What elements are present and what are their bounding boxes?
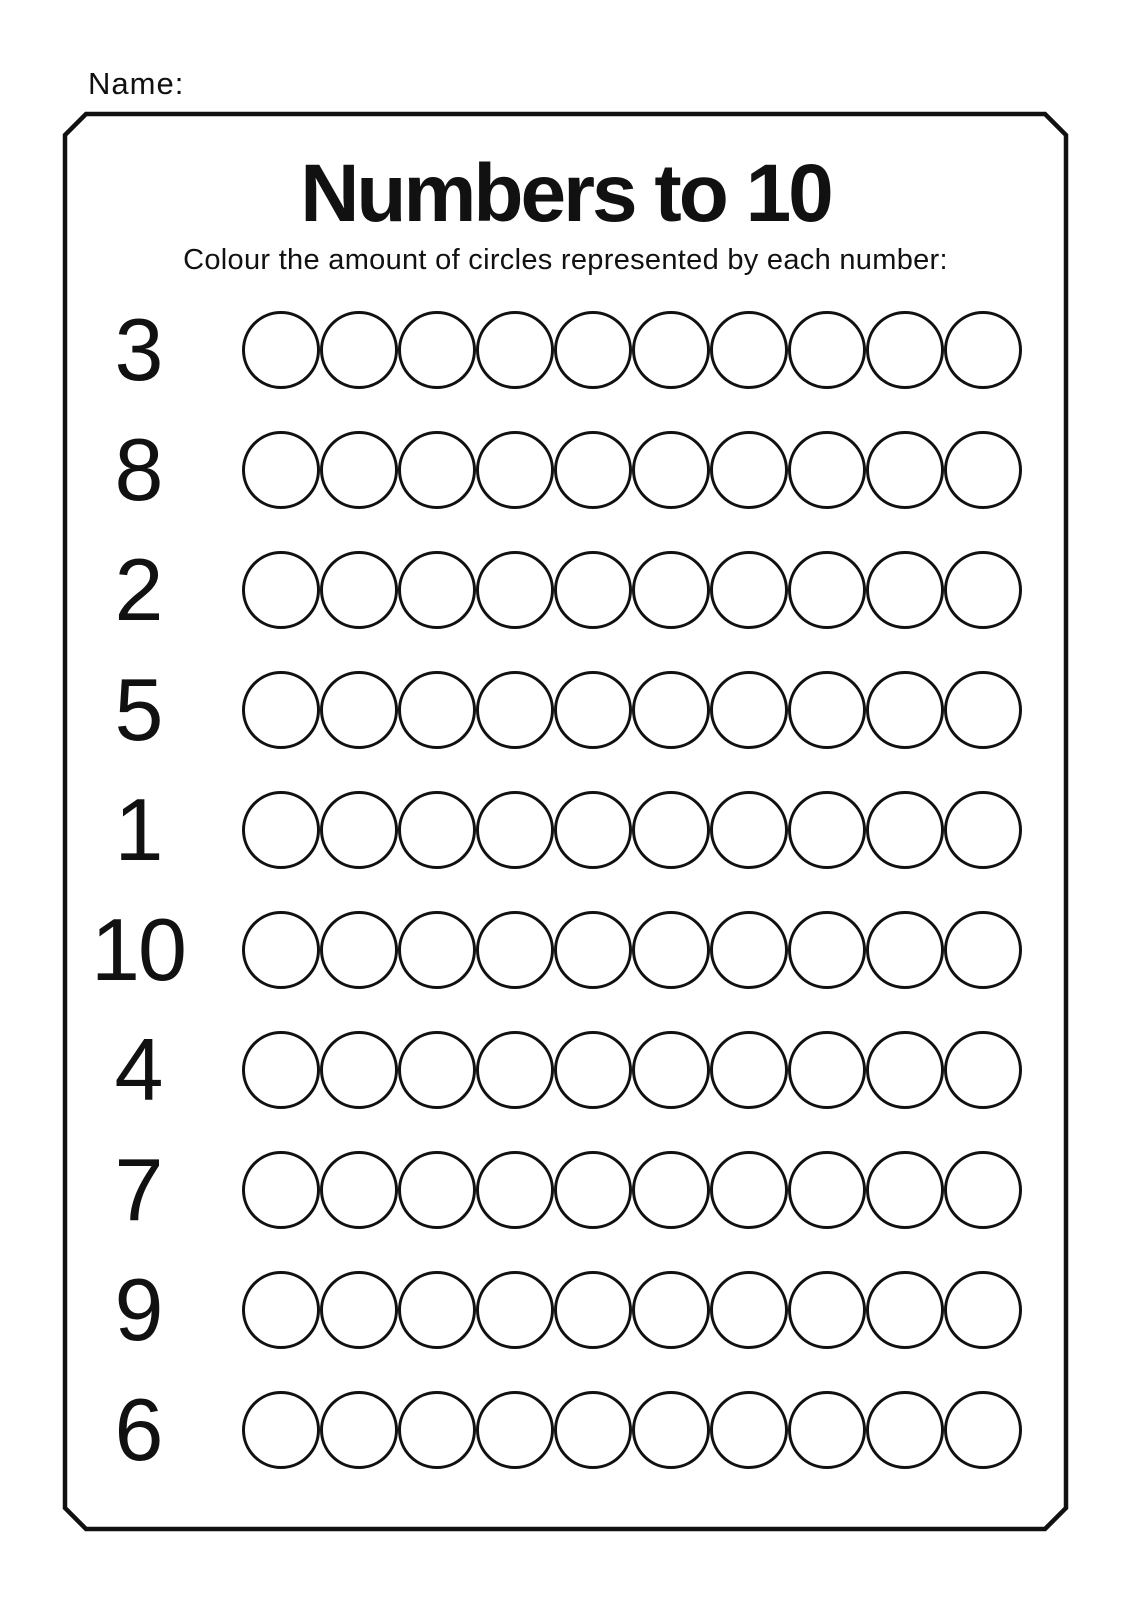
circles-row — [242, 551, 1022, 629]
colorable-circle[interactable] — [788, 551, 866, 629]
number-row — [62, 650, 1069, 770]
row-number: 10 — [91, 900, 185, 999]
colorable-circle[interactable] — [788, 1271, 866, 1349]
colorable-circle[interactable] — [476, 791, 554, 869]
colorable-circle[interactable] — [866, 911, 944, 989]
colorable-circle[interactable] — [554, 1151, 632, 1229]
colorable-circle[interactable] — [320, 551, 398, 629]
colorable-circle[interactable] — [398, 311, 476, 389]
colorable-circle[interactable] — [944, 671, 1022, 749]
colorable-circle[interactable] — [866, 671, 944, 749]
colorable-circle[interactable] — [944, 791, 1022, 869]
colorable-circle[interactable] — [398, 1031, 476, 1109]
number-row — [62, 530, 1069, 650]
number-row — [62, 1370, 1069, 1490]
colorable-circle[interactable] — [554, 911, 632, 989]
circles-row — [242, 1151, 1022, 1229]
instruction-text: Colour the amount of circles represented by each number: — [183, 244, 948, 276]
colorable-circle[interactable] — [398, 551, 476, 629]
colorable-circle[interactable] — [632, 671, 710, 749]
colorable-circle[interactable] — [320, 1271, 398, 1349]
rows-container — [62, 290, 1069, 1490]
worksheet-panel — [62, 111, 1069, 1532]
colorable-circle[interactable] — [788, 1151, 866, 1229]
colorable-circle[interactable] — [320, 431, 398, 509]
number-row — [62, 1250, 1069, 1370]
row-number: 1 — [114, 780, 162, 879]
colorable-circle[interactable] — [632, 551, 710, 629]
colorable-circle[interactable] — [944, 1271, 1022, 1349]
number-row — [62, 410, 1069, 530]
circles-row — [242, 1391, 1022, 1469]
colorable-circle[interactable] — [710, 551, 788, 629]
colorable-circle[interactable] — [866, 431, 944, 509]
colorable-circle[interactable] — [788, 671, 866, 749]
colorable-circle[interactable] — [944, 311, 1022, 389]
colorable-circle[interactable] — [554, 551, 632, 629]
colorable-circle[interactable] — [710, 1031, 788, 1109]
colorable-circle[interactable] — [710, 311, 788, 389]
colorable-circle[interactable] — [788, 791, 866, 869]
row-number: 7 — [114, 1140, 162, 1239]
colorable-circle[interactable] — [242, 671, 320, 749]
colorable-circle[interactable] — [476, 671, 554, 749]
colorable-circle[interactable] — [866, 311, 944, 389]
colorable-circle[interactable] — [632, 1151, 710, 1229]
colorable-circle[interactable] — [788, 1031, 866, 1109]
circles-row — [242, 791, 1022, 869]
colorable-circle[interactable] — [866, 1031, 944, 1109]
colorable-circle[interactable] — [320, 791, 398, 869]
row-number: 5 — [114, 660, 162, 759]
colorable-circle[interactable] — [710, 791, 788, 869]
colorable-circle[interactable] — [398, 791, 476, 869]
colorable-circle[interactable] — [554, 1391, 632, 1469]
row-number: 8 — [114, 420, 162, 519]
number-row — [62, 290, 1069, 410]
colorable-circle[interactable] — [320, 1151, 398, 1229]
colorable-circle[interactable] — [242, 1151, 320, 1229]
colorable-circle[interactable] — [632, 1391, 710, 1469]
colorable-circle[interactable] — [242, 551, 320, 629]
colorable-circle[interactable] — [554, 671, 632, 749]
colorable-circle[interactable] — [320, 671, 398, 749]
circles-row — [242, 1031, 1022, 1109]
row-number: 9 — [114, 1260, 162, 1359]
colorable-circle[interactable] — [710, 911, 788, 989]
colorable-circle[interactable] — [710, 1151, 788, 1229]
circles-row — [242, 311, 1022, 389]
colorable-circle[interactable] — [398, 1151, 476, 1229]
colorable-circle[interactable] — [242, 431, 320, 509]
colorable-circle[interactable] — [944, 1031, 1022, 1109]
colorable-circle[interactable] — [944, 551, 1022, 629]
colorable-circle[interactable] — [632, 311, 710, 389]
colorable-circle[interactable] — [320, 311, 398, 389]
circles-row — [242, 911, 1022, 989]
colorable-circle[interactable] — [398, 671, 476, 749]
colorable-circle[interactable] — [320, 1031, 398, 1109]
circles-row — [242, 671, 1022, 749]
colorable-circle[interactable] — [476, 1271, 554, 1349]
row-number: 2 — [114, 540, 162, 639]
colorable-circle[interactable] — [476, 911, 554, 989]
colorable-circle[interactable] — [710, 1391, 788, 1469]
colorable-circle[interactable] — [242, 791, 320, 869]
colorable-circle[interactable] — [476, 311, 554, 389]
colorable-circle[interactable] — [554, 1031, 632, 1109]
colorable-circle[interactable] — [944, 1151, 1022, 1229]
colorable-circle[interactable] — [242, 911, 320, 989]
colorable-circle[interactable] — [944, 1391, 1022, 1469]
colorable-circle[interactable] — [788, 431, 866, 509]
colorable-circle[interactable] — [788, 311, 866, 389]
colorable-circle[interactable] — [242, 1031, 320, 1109]
colorable-circle[interactable] — [788, 911, 866, 989]
colorable-circle[interactable] — [320, 1391, 398, 1469]
colorable-circle[interactable] — [866, 1391, 944, 1469]
number-row — [62, 1130, 1069, 1250]
colorable-circle[interactable] — [866, 791, 944, 869]
colorable-circle[interactable] — [710, 1271, 788, 1349]
colorable-circle[interactable] — [632, 431, 710, 509]
number-row — [62, 890, 1069, 1010]
colorable-circle[interactable] — [632, 911, 710, 989]
number-row — [62, 1010, 1069, 1130]
colorable-circle[interactable] — [476, 1391, 554, 1469]
colorable-circle[interactable] — [398, 911, 476, 989]
colorable-circle[interactable] — [398, 1271, 476, 1349]
colorable-circle[interactable] — [632, 1271, 710, 1349]
colorable-circle[interactable] — [866, 1151, 944, 1229]
circles-row — [242, 1271, 1022, 1349]
row-number: 3 — [114, 300, 162, 399]
colorable-circle[interactable] — [476, 551, 554, 629]
colorable-circle[interactable] — [866, 1271, 944, 1349]
colorable-circle[interactable] — [398, 1391, 476, 1469]
colorable-circle[interactable] — [476, 1031, 554, 1109]
colorable-circle[interactable] — [242, 1271, 320, 1349]
circles-row — [242, 431, 1022, 509]
colorable-circle[interactable] — [242, 311, 320, 389]
colorable-circle[interactable] — [944, 431, 1022, 509]
colorable-circle[interactable] — [632, 791, 710, 869]
colorable-circle[interactable] — [632, 1031, 710, 1109]
colorable-circle[interactable] — [320, 911, 398, 989]
colorable-circle[interactable] — [710, 431, 788, 509]
page-title: Numbers to 10 — [300, 148, 831, 239]
colorable-circle[interactable] — [554, 431, 632, 509]
colorable-circle[interactable] — [788, 1391, 866, 1469]
row-number: 6 — [114, 1380, 162, 1479]
colorable-circle[interactable] — [866, 551, 944, 629]
colorable-circle[interactable] — [242, 1391, 320, 1469]
colorable-circle[interactable] — [476, 1151, 554, 1229]
colorable-circle[interactable] — [398, 431, 476, 509]
number-row — [62, 770, 1069, 890]
row-number: 4 — [114, 1020, 162, 1119]
colorable-circle[interactable] — [710, 671, 788, 749]
colorable-circle[interactable] — [476, 431, 554, 509]
colorable-circle[interactable] — [554, 311, 632, 389]
colorable-circle[interactable] — [554, 791, 632, 869]
name-field-label: Name: — [88, 66, 185, 101]
colorable-circle[interactable] — [554, 1271, 632, 1349]
colorable-circle[interactable] — [944, 911, 1022, 989]
